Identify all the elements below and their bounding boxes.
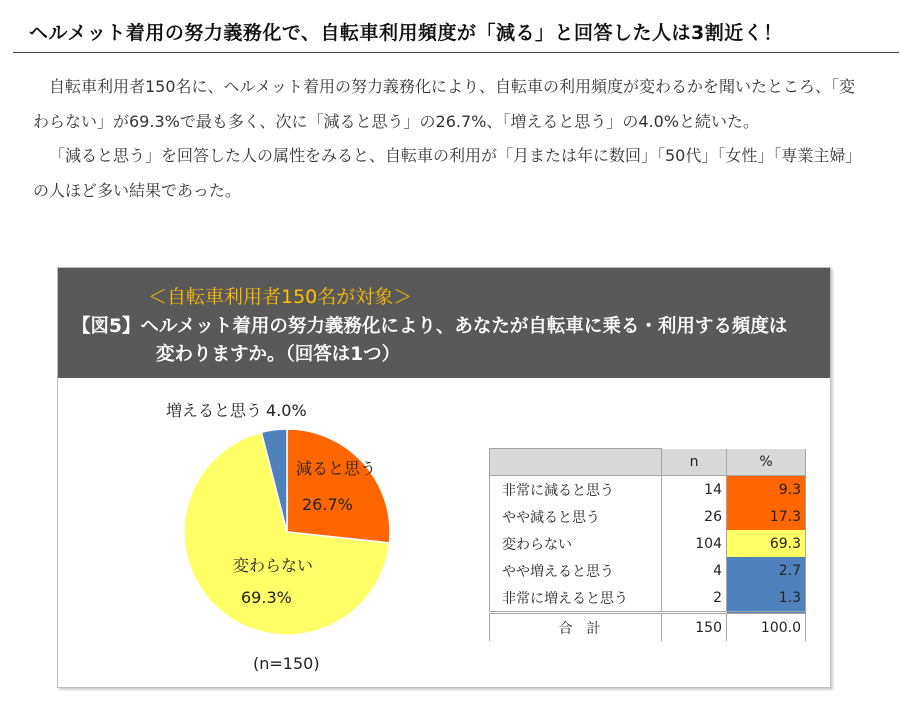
slice-label-increase: 増えると思う 4.0%	[166, 401, 307, 420]
response-table	[489, 448, 806, 641]
figure-subtitle: ＜自転車利用者150名が対象＞	[148, 286, 413, 308]
figure-question-line-2: 変わりますか。（回答は1つ）	[156, 344, 401, 365]
row-n: 26	[662, 503, 727, 530]
total-pct: 100.0	[727, 613, 806, 642]
row-label: 非常に減ると思う	[490, 476, 662, 504]
row-n: 14	[662, 476, 727, 504]
figure-question-line-1: ヘルメット着用の努力義務化により、あなたが自転車に乗る・利用する頻度は	[140, 316, 788, 337]
row-pct: 2.7	[727, 557, 806, 584]
total-n: 150	[662, 613, 727, 642]
row-n: 4	[662, 557, 727, 584]
page-headline: ヘルメット着用の努力義務化で、自転車利用頻度が「減る」と回答した人は3割近く！	[29, 22, 783, 44]
row-label: 変わらない	[490, 530, 662, 557]
table-row	[490, 530, 806, 557]
table-header-n: n	[662, 449, 727, 476]
row-label: やや減ると思う	[490, 503, 662, 530]
table-header-row	[490, 449, 806, 476]
summary-paragraph-2: 「減ると思う」を回答した人の属性をみると、自転車の利用が「月または年に数回」「50代」「女性」「専業主婦」の人ほど多い結果であった。	[33, 146, 862, 200]
row-pct: 9.3	[727, 476, 806, 504]
table-row	[490, 584, 806, 613]
slice-value-decrease: 26.7%	[302, 495, 353, 514]
table-header-blank	[490, 449, 662, 476]
slice-value-unchanged: 69.3%	[241, 588, 292, 607]
table-header-pct: %	[727, 449, 806, 476]
table-total-row	[490, 613, 806, 642]
row-pct: 1.3	[727, 584, 806, 613]
total-label: 合 計	[490, 613, 662, 642]
slice-label-unchanged: 変わらない	[233, 556, 314, 575]
row-label: やや増えると思う	[490, 557, 662, 584]
summary-paragraph-1: 自転車利用者150名に、ヘルメット着用の努力義務化により、自転車の利用頻度が変わるかを聞いたところ、「変わらない」が69.3%で最も多く、次に「減ると思う」の26.7%、「増えると思う」の4.0%と続いた。	[33, 77, 856, 131]
slice-label-decrease: 減ると思う	[296, 459, 377, 478]
row-n: 2	[662, 584, 727, 613]
row-pct: 69.3	[727, 530, 806, 557]
row-pct: 17.3	[727, 503, 806, 530]
row-n: 104	[662, 530, 727, 557]
table-row	[490, 476, 806, 504]
row-label: 非常に増えると思う	[490, 584, 662, 613]
table-row	[490, 503, 806, 530]
sample-size-note: (n=150)	[253, 654, 320, 673]
table-row	[490, 557, 806, 584]
figure-label: 【図5】	[72, 316, 141, 337]
pie-slice-decrease	[287, 429, 390, 543]
